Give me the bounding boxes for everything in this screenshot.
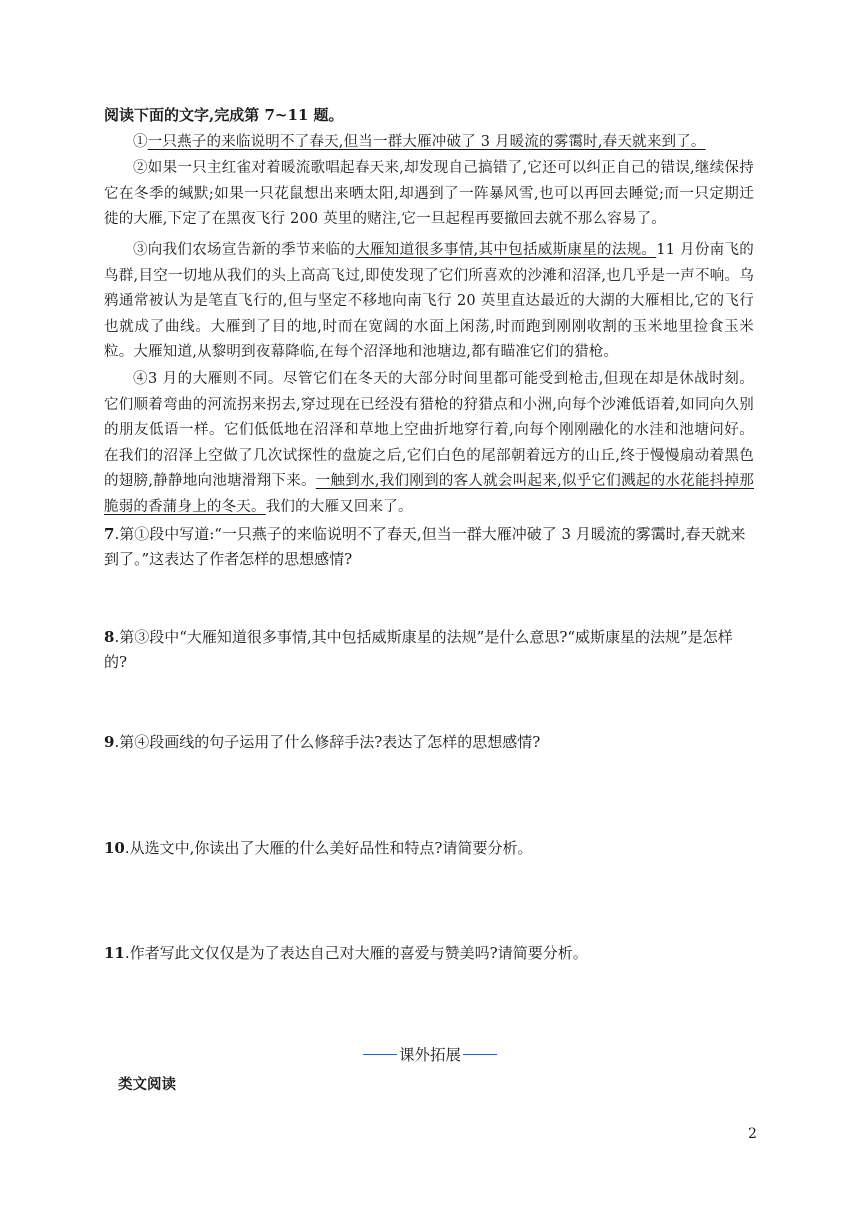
paragraph-4-ending: 我们的大雁又回来了。 bbox=[265, 498, 413, 515]
question-10 bbox=[104, 836, 754, 861]
question-9 bbox=[104, 730, 754, 755]
question-text: .第④段画线的句子运用了什么修辞手法?表达了怎样的思想感情? bbox=[114, 733, 541, 751]
heading-rule-right bbox=[463, 1054, 497, 1055]
question-7 bbox=[104, 522, 754, 572]
page-number: 2 bbox=[748, 1126, 757, 1142]
paragraph-2: ②如果一只主红雀对着暖流歌唱起春天来,却发现自己搞错了,它还可以纠正自己的错误,继续保持它在冬季的缄默;如果一只花鼠想出来晒太阳,却遇到了一阵暴风雪,也可以再回去睡觉;而一只定期迁徙的大雁,下定了在黑夜飞行 200 英里的赌注,它一旦起程再要撤回去就不那么容易了。 bbox=[104, 160, 754, 227]
question-number: 10 bbox=[104, 839, 125, 857]
question-text: .第①段中写道:“一只燕子的来临说明不了春天,但当一群大雁冲破了 3 月暖流的雾霭时,春天就来到了。”这表达了作者怎样的思想感情? bbox=[104, 525, 746, 568]
question-8 bbox=[104, 625, 754, 675]
paragraph-1 bbox=[104, 130, 754, 156]
paragraph-4-underlined-sentence: 一触到水,我们刚到的客人就会叫起来,似乎它们溅起的水花能抖掉那脆弱的香蒲身上的冬天。 bbox=[104, 473, 754, 515]
paragraph-3-lead: ③向我们农场宣告新的季节来临的 bbox=[133, 242, 356, 258]
paragraph-1-underlined-text: 一只燕子的来临说明不了春天,但当一群大雁冲破了 3 月暖流的雾霭时,春天就来到了。 bbox=[147, 134, 706, 150]
paragraph-1-number: ① bbox=[133, 134, 148, 150]
paragraph-4-body: ④3 月的大雁则不同。尽管它们在冬天的大部分时间里都可能受到枪击,但现在却是休战时刻。它们顺着弯曲的河流拐来拐去,穿过现在已经没有猎枪的狩猎点和小洲,向每个沙滩低语着,如同向久别的朋友低语一样。它们低低地在沼泽和草地上空曲折地穿行着,向每个刚刚融化的水洼和池塘问好。在我们的沼泽上空做了几次试探性的盘旋之后,它们白色的尾部朝着远方的山丘,终于慢慢扇动着黑色的翅膀,静静地向池塘滑翔下来。 bbox=[104, 371, 754, 489]
question-number: 9 bbox=[104, 733, 115, 751]
question-number: 7 bbox=[104, 525, 115, 543]
question-number: 8 bbox=[104, 628, 115, 646]
section-heading bbox=[0, 1043, 860, 1065]
section-heading-text: 课外拓展 bbox=[398, 1046, 461, 1064]
question-number: 11 bbox=[104, 944, 125, 962]
reading-instruction: 阅读下面的文字,完成第 7~11 题。 bbox=[104, 106, 344, 124]
question-text: .从选文中,你读出了大雁的什么美好品性和特点?请简要分析。 bbox=[124, 839, 533, 857]
paragraph-3-underlined-sentence: 大雁知道很多事情,其中包括威斯康星的法规。 bbox=[355, 242, 657, 258]
subsection-heading: 类文阅读 bbox=[118, 1076, 176, 1093]
paragraph-4 bbox=[104, 367, 754, 520]
question-11 bbox=[104, 941, 754, 966]
heading-rule-left bbox=[363, 1054, 397, 1055]
question-text: .作者写此文仅仅是为了表达自己对大雁的喜爱与赞美吗?请简要分析。 bbox=[124, 944, 588, 962]
question-text: .第③段中“大雁知道很多事情,其中包括威斯康星的法规”是什么意思?“威斯康星的法规”是怎样的? bbox=[104, 628, 733, 671]
paragraph-3 bbox=[104, 238, 754, 366]
paragraph-3-body: 11 月份南飞的鸟群,目空一切地从我们的头上高高飞过,即使发现了它们所喜欢的沙滩和沼泽,也几乎是一声不响。乌鸦通常被认为是笔直飞行的,但与坚定不移地向南飞行 20 英里直达最近的大湖的大雁相比,它的飞行也就成了曲线。大雁到了目的地,时而在宽阔的水面上闲荡,时而跑到刚刚收割的玉米地里捡食玉米粒。大雁知道,从黎明到夜幕降临,在每个沼泽地和池塘边,都有瞄准它们的猎枪。 bbox=[104, 242, 754, 360]
